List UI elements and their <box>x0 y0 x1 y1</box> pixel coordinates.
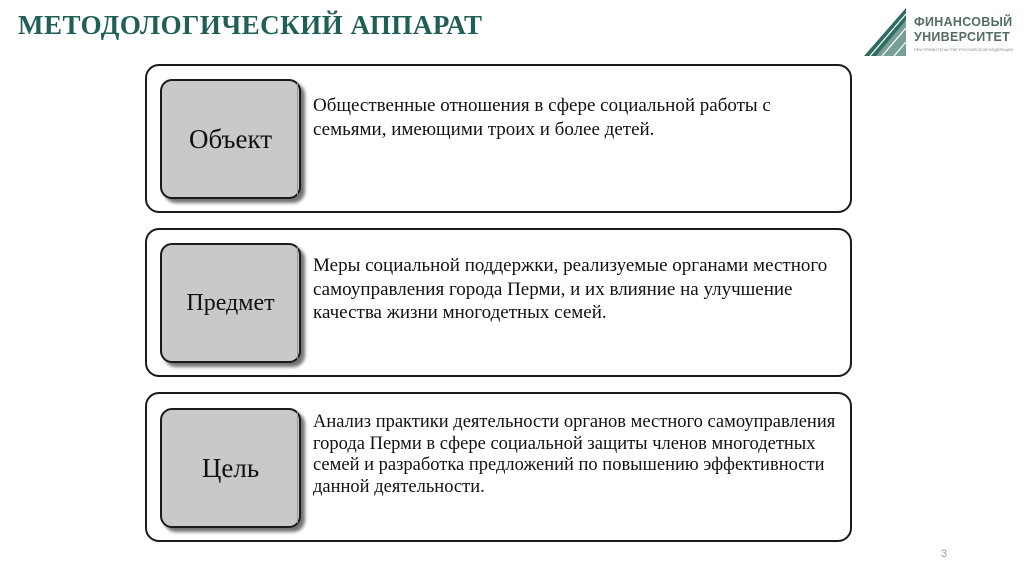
logo-text-line3: ПРИ ПРАВИТЕЛЬСТВЕ РОССИЙСКОЙ ФЕДЕРАЦИИ <box>914 48 1014 52</box>
university-logo <box>862 6 1018 62</box>
bracket-divider <box>297 83 304 195</box>
card-subject <box>145 228 852 377</box>
bracket-divider <box>297 247 304 359</box>
logo-text-line2: УНИВЕРСИТЕТ <box>914 30 1011 44</box>
subject-description: Меры социальной поддержки, реализуемые органами местного самоуправления города Перми, и их влияние на улучшение качества жизни многодетных семей. <box>313 255 828 323</box>
logo-text-line1: ФИНАНСОВЫЙ <box>914 15 1013 29</box>
label-subject: Предмет <box>160 243 301 363</box>
label-object: Объект <box>160 79 301 199</box>
card-goal <box>145 392 852 542</box>
object-description: Общественные отношения в сфере социальной работы с семьями, имеющими троих и более детей. <box>313 95 771 140</box>
label-goal: Цель <box>160 408 301 528</box>
card-object <box>145 64 852 213</box>
logo-emblem-icon <box>862 6 910 58</box>
page-number: 3 <box>941 548 948 560</box>
bracket-divider <box>297 411 304 523</box>
slide-title: МЕТОДОЛОГИЧЕСКИЙ АППАРАТ <box>18 10 483 40</box>
goal-description: Анализ практики деятельности органов местного самоуправления города Перми в сфере социальной защиты членов многодетных семей и разработка предложений по повышению эффективности данной деятельности. <box>313 412 836 497</box>
